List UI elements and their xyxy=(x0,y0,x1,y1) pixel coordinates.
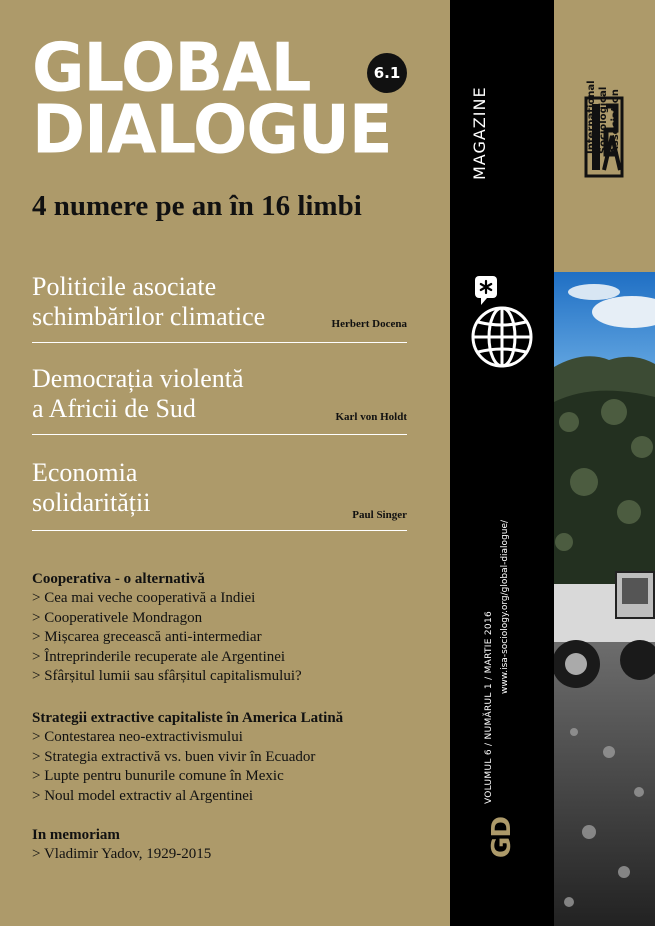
divider xyxy=(32,530,407,531)
section-heading: Strategii extractive capitaliste în America Latină xyxy=(32,710,344,726)
section-cooperative xyxy=(32,570,432,687)
publisher-name-line: Association xyxy=(610,89,621,154)
publisher-name xyxy=(586,80,622,154)
feature-author: Paul Singer xyxy=(352,509,407,521)
tagline: 4 numere pe an în 16 limbi xyxy=(32,190,362,222)
feature-title: Economia solidarității xyxy=(32,458,151,517)
feature-author: Karl von Holdt xyxy=(335,411,407,423)
cover-photo xyxy=(554,272,655,926)
spine xyxy=(450,0,554,926)
section-memoriam xyxy=(32,826,432,865)
feature-title: Politicile asociate schimbărilor climatice xyxy=(32,272,266,331)
section-heading: Cooperativa - o alternativă xyxy=(32,571,205,587)
list-item[interactable]: > Strategia extractivă vs. buen vivir în Ecuador xyxy=(32,748,316,765)
list-item[interactable]: > Întreprinderile recuperate ale Argentinei xyxy=(32,648,286,665)
issue-badge: 6.1 xyxy=(367,53,407,93)
volume-issue-date: VOLUMUL 6 / NUMĂRUL 1 / MARTIE 2016 xyxy=(484,610,494,804)
feature-article-2[interactable] xyxy=(32,364,407,436)
list-item[interactable]: > Lupte pentru bunurile comune în Mexic xyxy=(32,768,284,784)
feature-article-3[interactable] xyxy=(32,458,407,530)
divider xyxy=(32,434,407,435)
section-heading: In memoriam xyxy=(32,827,120,843)
gd-logo: GD xyxy=(487,817,517,858)
publisher-name-line: Sociological xyxy=(598,86,609,154)
speech-bubble-asterisk-icon xyxy=(475,276,497,305)
website-url[interactable]: www.isa-sociology.org/global-dialogue/ xyxy=(500,519,510,694)
list-item[interactable]: > Cea mai veche cooperativă a Indiei xyxy=(32,590,256,606)
magazine-label: MAGAZINE xyxy=(470,86,489,180)
publisher-name-line: International xyxy=(586,80,597,154)
masthead-line-2: DIALOGUE xyxy=(32,91,392,170)
globe-icon xyxy=(470,272,534,370)
list-item[interactable]: > Noul model extractiv al Argentinei xyxy=(32,787,254,804)
divider xyxy=(32,342,407,343)
masthead-title xyxy=(32,29,412,170)
list-item[interactable]: > Cooperativele Mondragon xyxy=(32,609,203,626)
feature-author: Herbert Docena xyxy=(331,318,407,330)
feature-title: Democrația violentă a Africii de Sud xyxy=(32,364,244,423)
list-item[interactable]: > Sfârșitul lumii sau sfârșitul capitalismului? xyxy=(32,668,302,684)
feature-article-1[interactable] xyxy=(32,272,407,344)
list-item[interactable]: > Contestarea neo-extractivismului xyxy=(32,729,243,745)
list-item[interactable]: > Mișcarea grecească anti-intermediar xyxy=(32,629,262,645)
masthead-line-1: GLOBAL xyxy=(32,29,311,108)
section-extractive xyxy=(32,709,432,806)
list-item[interactable]: > Vladimir Yadov, 1929-2015 xyxy=(32,846,212,862)
